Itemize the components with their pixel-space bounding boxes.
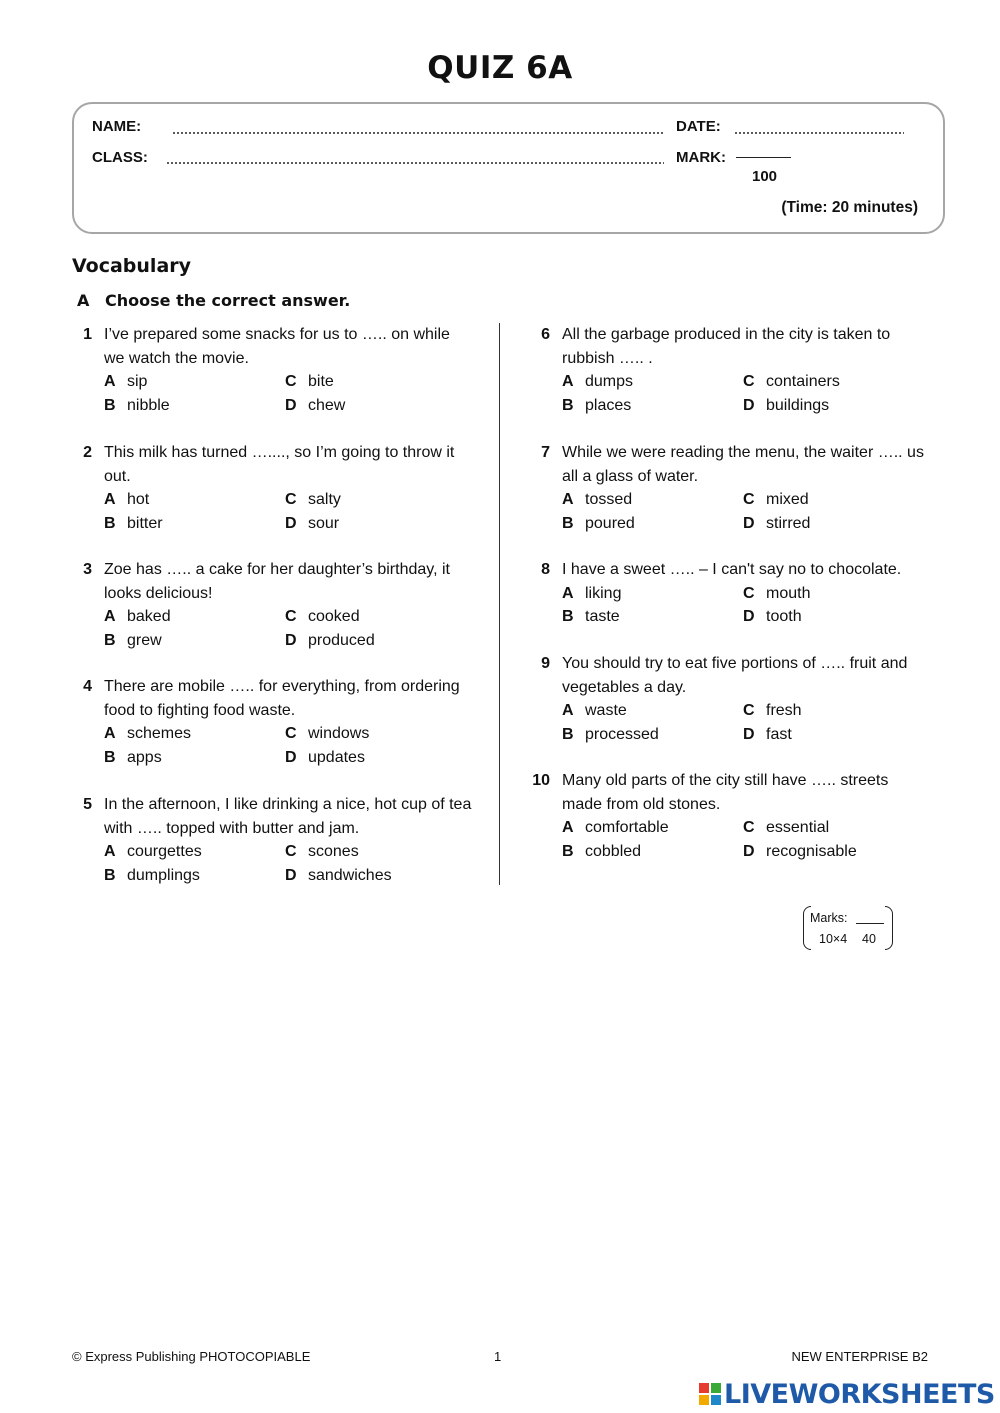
class-label: CLASS:	[92, 149, 148, 166]
option-text: fresh	[766, 702, 802, 719]
question-number: 2	[83, 444, 92, 461]
question-text: Zoe has ….. a cake for her daughter’s birthday, it looks delicious!	[104, 561, 450, 602]
option-d[interactable]: D recognisable	[743, 842, 857, 860]
footer-page-number: 1	[494, 1349, 502, 1364]
logo-squares-icon	[699, 1383, 721, 1405]
option-text: sour	[308, 514, 340, 532]
option-text: recognisable	[766, 842, 857, 860]
option-text: apps	[127, 748, 162, 766]
option-a[interactable]: A waste	[562, 702, 627, 719]
option-d[interactable]: D produced	[285, 631, 375, 649]
marks-label: Marks:	[810, 911, 848, 925]
option-c[interactable]: C cooked	[285, 608, 360, 625]
mark-label: MARK:	[676, 149, 726, 166]
option-b[interactable]: B grew	[104, 631, 162, 649]
option-text: tooth	[766, 608, 802, 625]
question-number: 5	[83, 796, 92, 813]
option-text: fast	[766, 725, 792, 743]
option-b[interactable]: B poured	[562, 514, 635, 532]
question-text: I have a sweet ….. – I can't say no to chocolate.	[562, 561, 902, 578]
date-field[interactable]	[734, 132, 904, 134]
option-text: cooked	[308, 608, 360, 625]
option-d[interactable]: D chew	[285, 396, 346, 414]
question-text: Many old parts of the city still have ….. streets made from old stones.	[562, 772, 889, 813]
question-number: 6	[541, 326, 550, 343]
option-text: essential	[766, 819, 830, 836]
option-text: places	[585, 396, 632, 414]
option-b[interactable]: B nibble	[104, 396, 170, 414]
student-info-box	[72, 102, 945, 234]
question-text: While we were reading the menu, the waiter ….. us all a glass of water.	[562, 444, 924, 485]
logo-square	[699, 1395, 709, 1405]
option-a[interactable]: A hot	[104, 491, 150, 508]
option-c[interactable]: C fresh	[743, 702, 802, 719]
option-text: bitter	[127, 514, 163, 532]
option-a[interactable]: A dumps	[562, 373, 634, 390]
question-number: 7	[541, 444, 550, 461]
question-number: 4	[83, 678, 92, 695]
option-text: sandwiches	[308, 866, 392, 884]
option-c[interactable]: C windows	[285, 725, 370, 742]
option-d[interactable]: D stirred	[743, 514, 811, 532]
option-text: baked	[127, 608, 171, 625]
footer-copyright: © Express Publishing PHOTOCOPIABLE	[72, 1349, 311, 1364]
column-divider	[499, 323, 500, 885]
question-text: There are mobile ….. for everything, from ordering food to fighting food waste.	[104, 678, 460, 719]
option-text: hot	[127, 491, 150, 508]
option-text: stirred	[766, 514, 811, 532]
option-d[interactable]: D updates	[285, 748, 365, 766]
option-text: updates	[308, 748, 365, 766]
question-number: 3	[83, 561, 92, 578]
quiz-title: QUIZ 6A	[427, 50, 573, 86]
option-d[interactable]: D fast	[743, 725, 792, 743]
mark-total: 100	[752, 168, 778, 185]
option-b[interactable]: B taste	[562, 608, 620, 625]
option-c[interactable]: C containers	[743, 373, 840, 390]
option-text: bite	[308, 373, 334, 390]
option-text: mouth	[766, 584, 811, 602]
question-text: You should try to eat five portions of ….. fruit and vegetables a day.	[562, 655, 908, 696]
question-text: In the afternoon, I like drinking a nice, hot cup of tea with ….. topped with butter and jam.	[104, 796, 472, 837]
option-text: scones	[308, 843, 359, 860]
option-b[interactable]: B places	[562, 396, 632, 414]
marks-field[interactable]	[856, 923, 884, 924]
marks-calc: 10×4	[819, 932, 848, 946]
date-label: DATE:	[676, 118, 721, 135]
option-text: processed	[585, 725, 659, 743]
option-text: chew	[308, 396, 346, 414]
instruction-letter: A	[77, 291, 90, 310]
logo-square	[699, 1383, 709, 1393]
option-text: liking	[585, 584, 622, 602]
option-a[interactable]: A comfortable	[562, 819, 669, 836]
option-c[interactable]: C scones	[285, 843, 359, 860]
option-text: cobbled	[585, 842, 642, 860]
option-c[interactable]: C salty	[285, 491, 341, 508]
option-a[interactable]: A courgettes	[104, 843, 202, 860]
option-a[interactable]: A sip	[104, 373, 148, 390]
name-label: NAME:	[92, 118, 142, 135]
option-c[interactable]: C essential	[743, 819, 830, 836]
option-text: produced	[308, 631, 375, 649]
mark-field[interactable]	[736, 157, 791, 158]
question-number: 1	[83, 326, 92, 343]
instruction-text: Choose the correct answer.	[105, 291, 351, 310]
option-d[interactable]: D tooth	[743, 608, 802, 625]
option-a[interactable]: A tossed	[562, 491, 633, 508]
option-text: nibble	[127, 396, 170, 414]
option-text: grew	[127, 631, 162, 649]
option-c[interactable]: C bite	[285, 373, 334, 390]
option-text: mixed	[766, 491, 809, 508]
option-text: containers	[766, 373, 840, 390]
option-a[interactable]: A schemes	[104, 725, 192, 742]
instruction	[77, 291, 350, 310]
option-b[interactable]: B processed	[562, 725, 659, 743]
question-text: I’ve prepared some snacks for us to ….. on while we watch the movie.	[104, 326, 450, 367]
option-text: courgettes	[127, 843, 202, 860]
option-d[interactable]: D buildings	[743, 396, 830, 414]
question-text: This milk has turned …...., so I’m going to throw it out.	[104, 444, 455, 485]
logo-square	[711, 1395, 721, 1405]
option-a[interactable]: A liking	[562, 584, 622, 602]
name-field[interactable]	[172, 132, 664, 134]
option-b[interactable]: B dumplings	[104, 866, 200, 884]
section-title: Vocabulary	[72, 255, 192, 277]
marks-total: 40	[862, 932, 876, 946]
option-text: windows	[308, 725, 370, 742]
option-text: buildings	[766, 396, 830, 414]
logo-square	[711, 1383, 721, 1393]
marks-box	[803, 906, 893, 952]
option-text: sip	[127, 373, 148, 390]
right-bracket	[885, 906, 893, 950]
question-text: All the garbage produced in the city is taken to rubbish ….. .	[562, 326, 891, 367]
logo-text: LIVEWORKSHEETS	[724, 1378, 995, 1410]
option-text: comfortable	[585, 819, 669, 836]
option-text: salty	[308, 491, 341, 508]
option-c[interactable]: C mixed	[743, 491, 809, 508]
option-c[interactable]: C mouth	[743, 584, 811, 602]
option-text: taste	[585, 608, 620, 625]
option-b[interactable]: B cobbled	[562, 842, 642, 860]
option-b[interactable]: B bitter	[104, 514, 163, 532]
question-number: 8	[541, 561, 550, 578]
option-text: poured	[585, 514, 635, 532]
time-limit: (Time: 20 minutes)	[781, 199, 918, 216]
option-b[interactable]: B apps	[104, 748, 162, 766]
option-d[interactable]: D sandwiches	[285, 866, 392, 884]
option-text: dumplings	[127, 866, 200, 884]
question-number: 9	[541, 655, 550, 672]
option-a[interactable]: A baked	[104, 608, 171, 625]
footer-book-title: NEW ENTERPRISE B2	[791, 1349, 928, 1364]
question-number: 10	[532, 772, 550, 789]
class-field[interactable]	[166, 162, 664, 164]
option-text: schemes	[127, 725, 192, 742]
option-text: waste	[585, 702, 627, 719]
option-text: tossed	[585, 491, 633, 508]
liveworksheets-logo[interactable]	[699, 1378, 995, 1410]
option-d[interactable]: D sour	[285, 514, 340, 532]
option-text: dumps	[585, 373, 634, 390]
